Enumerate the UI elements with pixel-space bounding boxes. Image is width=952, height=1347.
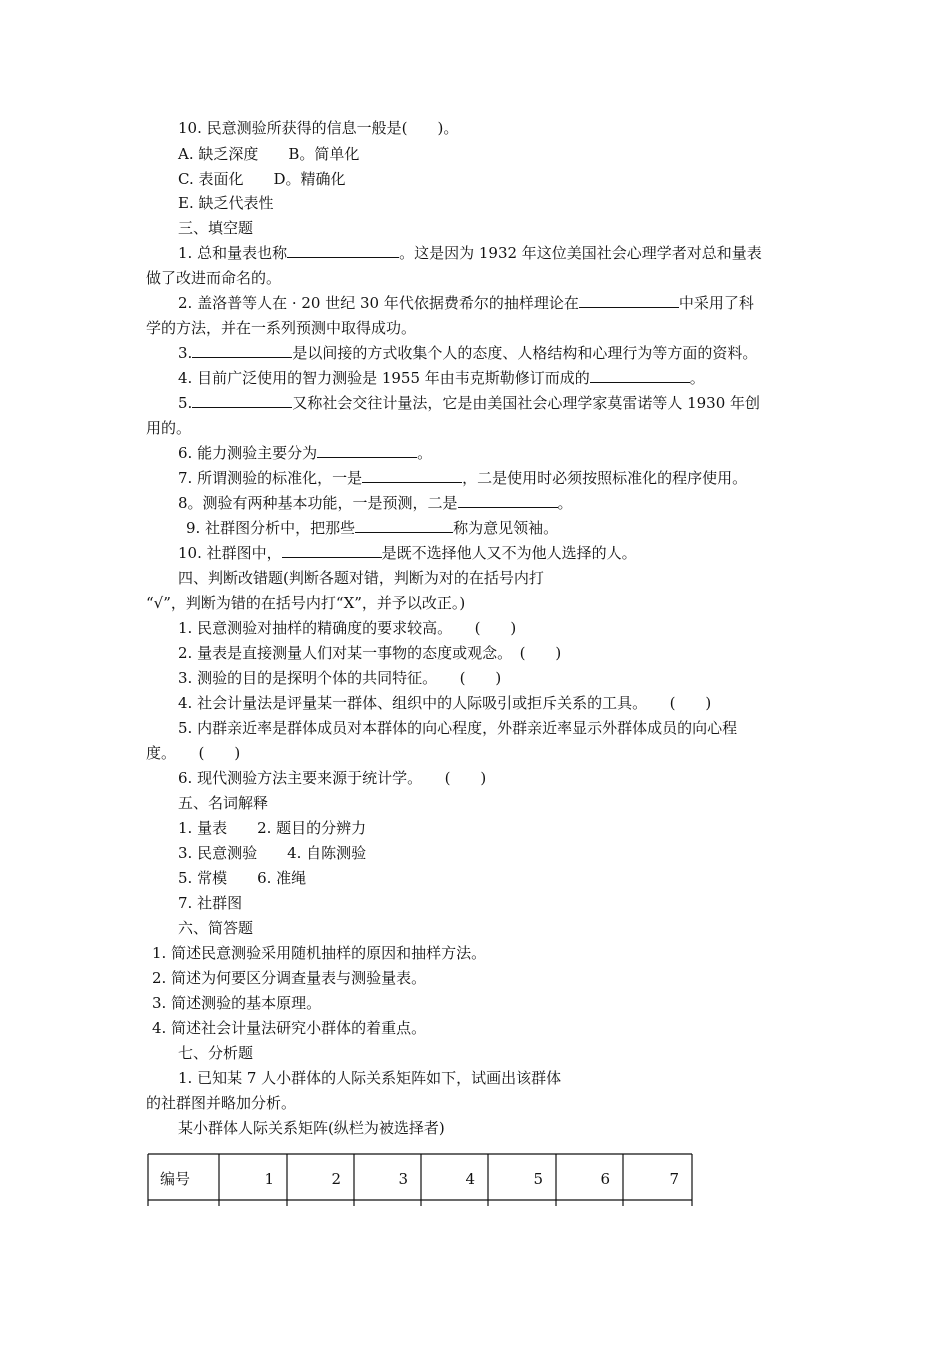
fill-in-blank bbox=[192, 343, 292, 358]
text-line bbox=[178, 169, 346, 189]
text-line bbox=[152, 1018, 426, 1038]
table-header-id: 编号 bbox=[160, 1170, 191, 1188]
line-text: 5. 内群亲近率是群体成员对本群体的向心程度，外群亲近率显示外群体成员的向心程 bbox=[178, 719, 738, 737]
text-line bbox=[186, 518, 558, 538]
fill-in-blank bbox=[287, 243, 399, 258]
fill-in-blank bbox=[458, 493, 558, 508]
text-line bbox=[178, 218, 253, 238]
line-text-before-blank: 8。测验有两种基本功能，一是预测，二是 bbox=[178, 494, 458, 512]
line-text: 2. 量表是直接测量人们对某一事物的态度或观念。 ( ) bbox=[178, 644, 562, 662]
line-text: 学的方法，并在一系列预测中取得成功。 bbox=[146, 319, 417, 337]
text-line bbox=[178, 343, 757, 363]
text-line bbox=[178, 193, 274, 213]
text-line bbox=[178, 368, 705, 388]
line-text: 10. 民意测验所获得的信息一般是( )。 bbox=[178, 119, 459, 137]
line-text-before-blank: 4. 目前广泛使用的智力测验是 1955 年由韦克斯勒修订而成的 bbox=[178, 369, 590, 387]
text-line bbox=[178, 693, 711, 713]
line-text: 1. 民意测验对抽样的精确度的要求较高。 ( ) bbox=[178, 619, 517, 637]
line-text-after-blank: 又称社会交往计量法，它是由美国社会心理学家莫雷诺等人 1930 年创 bbox=[292, 394, 761, 412]
text-line bbox=[146, 1093, 296, 1113]
line-text-after-blank: 中采用了科 bbox=[678, 294, 754, 312]
text-line bbox=[178, 293, 754, 313]
table-header-col: 7 bbox=[669, 1170, 679, 1188]
text-line bbox=[178, 1068, 561, 1088]
line-text: 5. 常模 6. 准绳 bbox=[178, 869, 307, 887]
line-text-after-blank: 。 bbox=[689, 369, 705, 387]
line-text-before-blank: 2. 盖洛普等人在 · 20 世纪 30 年代依据费希尔的抽样理论在 bbox=[178, 294, 579, 312]
line-text: 用的。 bbox=[146, 419, 192, 437]
line-text: 某小群体人际关系矩阵(纵栏为被选择者) bbox=[178, 1119, 445, 1137]
line-text-before-blank: 5. bbox=[178, 394, 193, 412]
line-text: 1. 已知某 7 人小群体的人际关系矩阵如下，试画出该群体 bbox=[178, 1069, 562, 1087]
line-text-before-blank: 3. bbox=[178, 344, 193, 362]
text-line bbox=[152, 993, 321, 1013]
relation-matrix-table bbox=[146, 1150, 694, 1208]
text-line bbox=[178, 618, 516, 638]
fill-in-blank bbox=[590, 368, 690, 383]
text-line bbox=[178, 768, 486, 788]
line-text: 4. 社会计量法是评量某一群体、组织中的人际吸引或拒斥关系的工具。 ( ) bbox=[178, 694, 712, 712]
text-line bbox=[152, 968, 426, 988]
text-line bbox=[178, 1118, 445, 1138]
text-line bbox=[178, 668, 501, 688]
fill-in-blank bbox=[192, 393, 292, 408]
text-line bbox=[178, 568, 544, 588]
text-line bbox=[178, 468, 747, 488]
line-text: A. 缺乏深度 B。简单化 bbox=[178, 145, 360, 163]
line-text: 7. 社群图 bbox=[178, 894, 243, 912]
text-line bbox=[178, 718, 737, 738]
fill-in-blank bbox=[355, 518, 453, 533]
fill-in-blank bbox=[362, 468, 462, 483]
line-text-before-blank: 7. 所谓测验的标准化，一是 bbox=[178, 469, 363, 487]
text-line bbox=[178, 918, 253, 938]
line-text: 3. 简述测验的基本原理。 bbox=[152, 994, 322, 1012]
text-line bbox=[178, 543, 637, 563]
table-header-col: 4 bbox=[465, 1170, 475, 1188]
table-header-col: 1 bbox=[264, 1170, 274, 1188]
text-line bbox=[178, 443, 432, 463]
text-line bbox=[178, 393, 760, 413]
text-line bbox=[178, 493, 573, 513]
line-text: 的社群图并略加分析。 bbox=[146, 1094, 297, 1112]
line-text-after-blank: 是既不选择他人又不为他人选择的人。 bbox=[381, 544, 637, 562]
fill-in-blank bbox=[282, 543, 382, 558]
fill-in-blank bbox=[579, 293, 679, 308]
text-line bbox=[146, 593, 465, 613]
text-line bbox=[178, 144, 359, 164]
text-line bbox=[178, 118, 458, 138]
text-line bbox=[178, 843, 366, 863]
line-text-after-blank: 是以间接的方式收集个人的态度、人格结构和心理行为等方面的资料。 bbox=[292, 344, 758, 362]
line-text: 6. 现代测验方法主要来源于统计学。 ( ) bbox=[178, 769, 487, 787]
text-line bbox=[178, 893, 242, 913]
fill-in-blank bbox=[317, 443, 417, 458]
text-line bbox=[178, 793, 268, 813]
line-text: 做了改进而命名的。 bbox=[146, 269, 282, 287]
line-text-after-blank: 称为意见领袖。 bbox=[453, 519, 559, 537]
text-line bbox=[178, 643, 561, 663]
text-line bbox=[146, 418, 191, 438]
line-text: 四、判断改错题(判断各题对错，判断为对的在括号内打 bbox=[178, 569, 544, 587]
text-line bbox=[146, 743, 240, 763]
table-header-col: 2 bbox=[331, 1170, 341, 1188]
text-line bbox=[146, 268, 281, 288]
text-line bbox=[178, 243, 762, 263]
line-text: 七、分析题 bbox=[178, 1044, 254, 1062]
line-text: 三、填空题 bbox=[178, 219, 254, 237]
line-text: 3. 民意测验 4. 自陈测验 bbox=[178, 844, 367, 862]
line-text: 4. 简述社会计量法研究小群体的着重点。 bbox=[152, 1019, 427, 1037]
line-text: 度。 ( ) bbox=[146, 744, 241, 762]
line-text-before-blank: 1. 总和量表也称 bbox=[178, 244, 288, 262]
line-text: 3. 测验的目的是探明个体的共同特征。 ( ) bbox=[178, 669, 502, 687]
line-text-after-blank: ，二是使用时必须按照标准化的程序使用。 bbox=[462, 469, 748, 487]
text-line bbox=[146, 318, 416, 338]
table-header-col: 6 bbox=[600, 1170, 610, 1188]
line-text: 1. 量表 2. 题目的分辨力 bbox=[178, 819, 367, 837]
table-header-col: 3 bbox=[398, 1170, 408, 1188]
text-line bbox=[178, 1043, 253, 1063]
text-line bbox=[178, 868, 306, 888]
line-text-after-blank: 。这是因为 1932 年这位美国社会心理学者对总和量表 bbox=[399, 244, 762, 262]
line-text-before-blank: 9. 社群图分析中，把那些 bbox=[186, 519, 356, 537]
line-text: E. 缺乏代表性 bbox=[178, 194, 274, 212]
line-text-before-blank: 6. 能力测验主要分为 bbox=[178, 444, 318, 462]
line-text: 五、名词解释 bbox=[178, 794, 269, 812]
line-text: 1. 简述民意测验采用随机抽样的原因和抽样方法。 bbox=[152, 944, 487, 962]
line-text: 2. 简述为何要区分调查量表与测验量表。 bbox=[152, 969, 427, 987]
line-text-after-blank: 。 bbox=[417, 444, 433, 462]
line-text: C. 表面化 D。精确化 bbox=[178, 170, 346, 188]
text-line bbox=[152, 943, 486, 963]
line-text-after-blank: 。 bbox=[557, 494, 573, 512]
line-text-before-blank: 10. 社群图中， bbox=[178, 544, 282, 562]
line-text: “√”，判断为错的在括号内打“X”，并予以改正。) bbox=[146, 594, 466, 612]
text-line bbox=[178, 818, 366, 838]
line-text: 六、简答题 bbox=[178, 919, 254, 937]
table-header-col: 5 bbox=[533, 1170, 543, 1188]
